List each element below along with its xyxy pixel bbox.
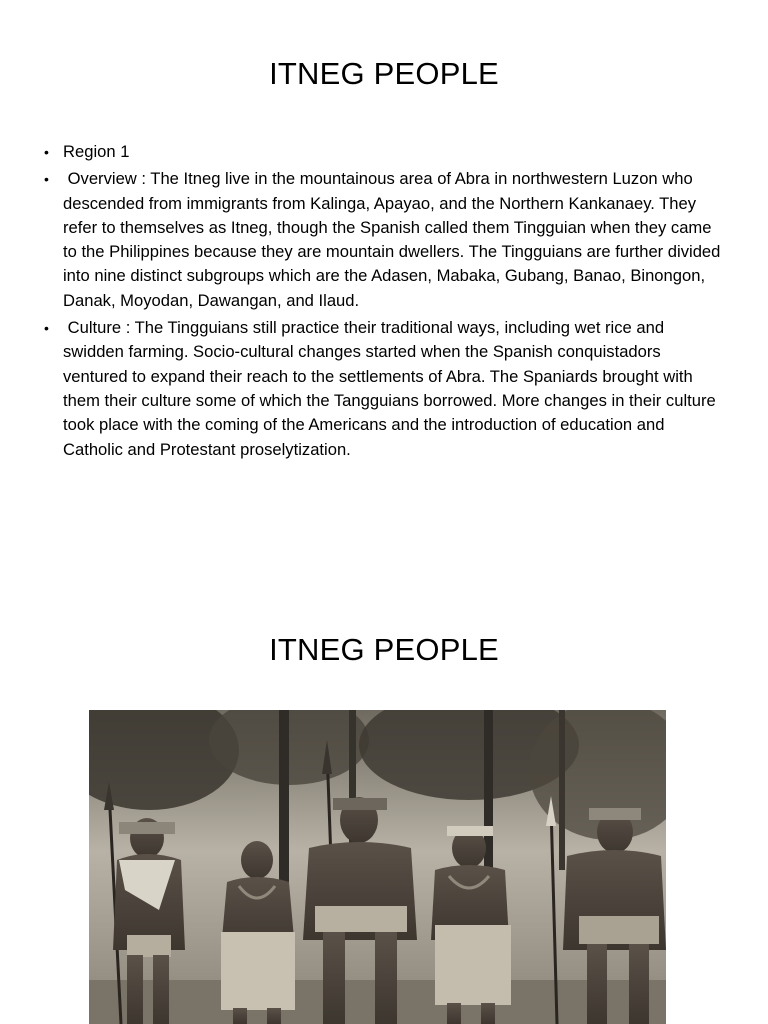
bullet-icon: • [44,320,49,337]
bullet-item-overview [44,167,724,313]
bullet-item-region [44,140,724,164]
photo-illustration [89,710,666,1024]
bullet-icon: • [44,171,49,188]
slide-title: ITNEG PEOPLE [269,632,499,667]
bullet-item-culture [44,316,724,462]
bullet-text: Culture : The Tingguians still practice their traditional ways, including wet rice and swidden farming. Socio-cultural changes started when the Spanish conquistadors ventured to expand their reach to the settlements of Abra. The Spaniards brought with them their culture some of which the Tangguians borrowed. More changes in their culture took place with the coming of the Americans and the introduction of education and Catholic and Protestant proselytization. [63,318,721,459]
bullet-text: Region 1 [63,142,130,161]
historical-group-photo [89,710,666,1024]
slide-2 [0,576,768,1024]
bullet-icon: • [44,144,49,160]
bullet-list [44,140,724,465]
slide-title: ITNEG PEOPLE [269,56,499,91]
bullet-text: Overview : The Itneg live in the mountainous area of Abra in northwestern Luzon who descended from immigrants from Kalinga, Apayao, and the Northern Kankanaey. They refer to themselves as Itneg, though the Spanish called them Tingguian when they came to the Philippines because they are mountain dwellers. The Tingguians are further divided into nine distinct subgroups which are the Adasen, Mabaka, Gubang, Banao, Binongon, Danak, Moyodan, Dawangan, and Ilaud. [63,169,726,310]
